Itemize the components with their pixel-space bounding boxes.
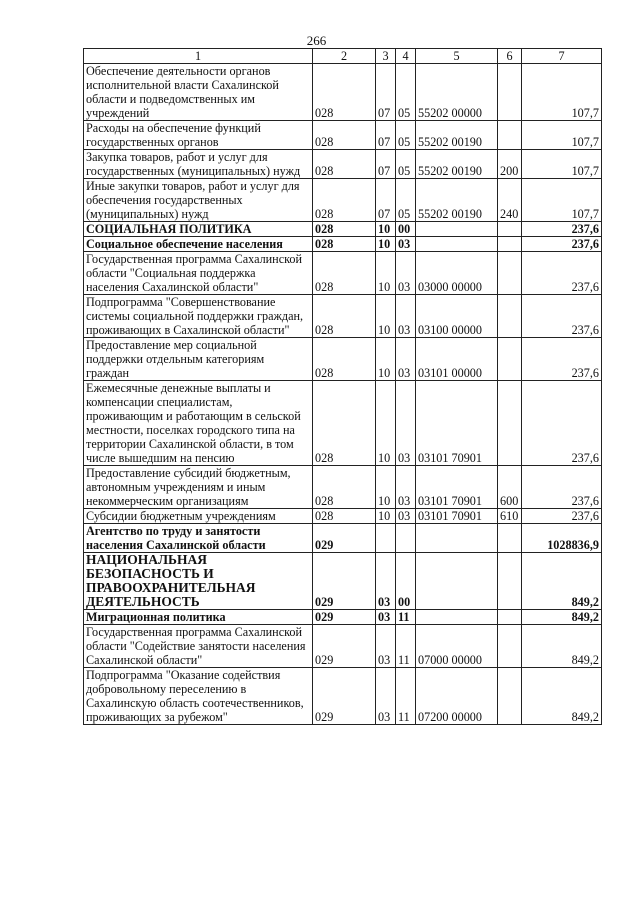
row-expense-type [498,338,522,381]
row-subsection-code: 03 [396,252,416,295]
row-expense-type [498,237,522,252]
row-description: Ежемесячные денежные выплаты и компенсации специалистам, проживающим и работающим в сельской местности, поселках городского типа на территории Сахалинской области, в том числе вышедшим на пенсию [84,381,313,466]
row-ministry-code: 029 [313,668,376,725]
row-description: НАЦИОНАЛЬНАЯ БЕЗОПАСНОСТЬ И ПРАВООХРАНИТЕЛЬНАЯ ДЕЯТЕЛЬНОСТЬ [84,553,313,610]
row-ministry-code: 028 [313,121,376,150]
row-description: Государственная программа Сахалинской области "Социальная поддержка населения Сахалинской области" [84,252,313,295]
row-ministry-code: 029 [313,625,376,668]
row-description: СОЦИАЛЬНАЯ ПОЛИТИКА [84,222,313,237]
table-row [84,524,602,553]
table-row [84,237,602,252]
header-cell: 7 [522,49,602,64]
table-row [84,553,602,610]
table-row [84,610,602,625]
row-subsection-code: 05 [396,150,416,179]
row-expense-type [498,553,522,610]
row-expense-type: 240 [498,179,522,222]
row-amount: 237,6 [522,338,602,381]
row-subsection-code: 03 [396,466,416,509]
row-subsection-code: 05 [396,179,416,222]
row-expense-type [498,295,522,338]
row-amount: 849,2 [522,610,602,625]
row-expense-type [498,121,522,150]
row-description: Подпрограмма "Оказание содействия добровольному переселению в Сахалинскую область соотечественников, проживающих за рубежом" [84,668,313,725]
row-section-code: 07 [376,121,396,150]
row-amount: 237,6 [522,466,602,509]
row-section-code: 07 [376,179,396,222]
row-section-code: 10 [376,381,396,466]
row-target-item: 03100 00000 [416,295,498,338]
row-amount: 107,7 [522,121,602,150]
row-ministry-code: 028 [313,237,376,252]
header-cell: 4 [396,49,416,64]
row-target-item: 03101 70901 [416,381,498,466]
row-description: Предоставление мер социальной поддержки отдельным категориям граждан [84,338,313,381]
row-ministry-code: 028 [313,179,376,222]
row-section-code: 03 [376,610,396,625]
row-target-item: 03000 00000 [416,252,498,295]
table-row [84,381,602,466]
table-row [84,625,602,668]
row-expense-type [498,222,522,237]
row-description: Государственная программа Сахалинской области "Содействие занятости населения Сахалинской области" [84,625,313,668]
table-row [84,466,602,509]
row-expense-type [498,64,522,121]
table-row [84,252,602,295]
row-subsection-code: 05 [396,121,416,150]
row-description: Расходы на обеспечение функций государственных органов [84,121,313,150]
row-expense-type [498,668,522,725]
row-section-code: 07 [376,150,396,179]
row-target-item [416,553,498,610]
table-row [84,668,602,725]
table-row [84,509,602,524]
row-amount: 107,7 [522,179,602,222]
row-expense-type [498,381,522,466]
row-description: Предоставление субсидий бюджетным, автономным учреждениям и иным некоммерческим организациям [84,466,313,509]
row-amount: 849,2 [522,625,602,668]
row-section-code: 10 [376,466,396,509]
row-amount: 237,6 [522,381,602,466]
row-description: Обеспечение деятельности органов исполнительной власти Сахалинской области и подведомственных им учреждений [84,64,313,121]
row-expense-type [498,252,522,295]
row-target-item: 55202 00190 [416,150,498,179]
row-target-item [416,222,498,237]
table-row [84,64,602,121]
row-ministry-code: 028 [313,466,376,509]
row-amount: 107,7 [522,150,602,179]
row-ministry-code: 028 [313,64,376,121]
row-section-code: 10 [376,295,396,338]
row-description: Подпрограмма "Совершенствование системы социальной поддержки граждан, проживающих в Сахалинской области" [84,295,313,338]
row-amount: 107,7 [522,64,602,121]
page-number: 266 [306,33,327,48]
header-row [84,49,602,64]
row-subsection-code: 11 [396,625,416,668]
header-cell: 2 [313,49,376,64]
row-ministry-code: 029 [313,610,376,625]
row-subsection-code: 00 [396,553,416,610]
row-expense-type: 200 [498,150,522,179]
row-description: Агентство по труду и занятости населения Сахалинской области [84,524,313,553]
header-cell: 3 [376,49,396,64]
row-target-item [416,610,498,625]
table-row [84,295,602,338]
row-section-code: 10 [376,252,396,295]
row-subsection-code: 05 [396,64,416,121]
row-expense-type: 600 [498,466,522,509]
row-description: Иные закупки товаров, работ и услуг для обеспечения государственных (муниципальных) нужд [84,179,313,222]
row-amount: 849,2 [522,668,602,725]
budget-table [83,48,602,725]
row-amount: 237,6 [522,222,602,237]
table-row [84,150,602,179]
row-section-code: 03 [376,553,396,610]
row-ministry-code: 028 [313,222,376,237]
row-target-item: 03101 00000 [416,338,498,381]
header-cell: 6 [498,49,522,64]
row-section-code [376,524,396,553]
row-ministry-code: 028 [313,338,376,381]
table-row [84,121,602,150]
row-target-item: 03101 70901 [416,466,498,509]
row-amount: 237,6 [522,237,602,252]
row-ministry-code: 028 [313,150,376,179]
row-target-item: 03101 70901 [416,509,498,524]
row-section-code: 10 [376,237,396,252]
row-amount: 237,6 [522,295,602,338]
row-section-code: 07 [376,64,396,121]
header-cell: 5 [416,49,498,64]
row-subsection-code: 03 [396,295,416,338]
row-target-item: 55202 00190 [416,179,498,222]
row-section-code: 03 [376,625,396,668]
table-row [84,338,602,381]
row-description: Субсидии бюджетным учреждениям [84,509,313,524]
row-amount: 237,6 [522,252,602,295]
row-target-item [416,524,498,553]
row-ministry-code: 029 [313,553,376,610]
row-amount: 1028836,9 [522,524,602,553]
row-description: Миграционная политика [84,610,313,625]
row-target-item: 55202 00000 [416,64,498,121]
row-subsection-code: 00 [396,222,416,237]
row-expense-type [498,610,522,625]
row-amount: 237,6 [522,509,602,524]
row-description: Социальное обеспечение населения [84,237,313,252]
row-section-code: 10 [376,222,396,237]
row-expense-type [498,524,522,553]
row-subsection-code: 03 [396,381,416,466]
table-row [84,179,602,222]
row-amount: 849,2 [522,553,602,610]
row-expense-type: 610 [498,509,522,524]
row-subsection-code: 03 [396,338,416,381]
row-description: Закупка товаров, работ и услуг для государственных (муниципальных) нужд [84,150,313,179]
row-section-code: 10 [376,338,396,381]
header-cell: 1 [84,49,313,64]
row-ministry-code: 028 [313,252,376,295]
row-target-item: 55202 00190 [416,121,498,150]
row-target-item: 07200 00000 [416,668,498,725]
row-target-item [416,237,498,252]
row-ministry-code: 028 [313,381,376,466]
table-body [84,64,602,725]
row-expense-type [498,625,522,668]
row-ministry-code: 028 [313,295,376,338]
row-subsection-code [396,524,416,553]
row-ministry-code: 028 [313,509,376,524]
row-section-code: 03 [376,668,396,725]
row-subsection-code: 11 [396,668,416,725]
row-subsection-code: 03 [396,509,416,524]
row-section-code: 10 [376,509,396,524]
row-target-item: 07000 00000 [416,625,498,668]
table-row [84,222,602,237]
row-ministry-code: 029 [313,524,376,553]
row-subsection-code: 11 [396,610,416,625]
row-subsection-code: 03 [396,237,416,252]
